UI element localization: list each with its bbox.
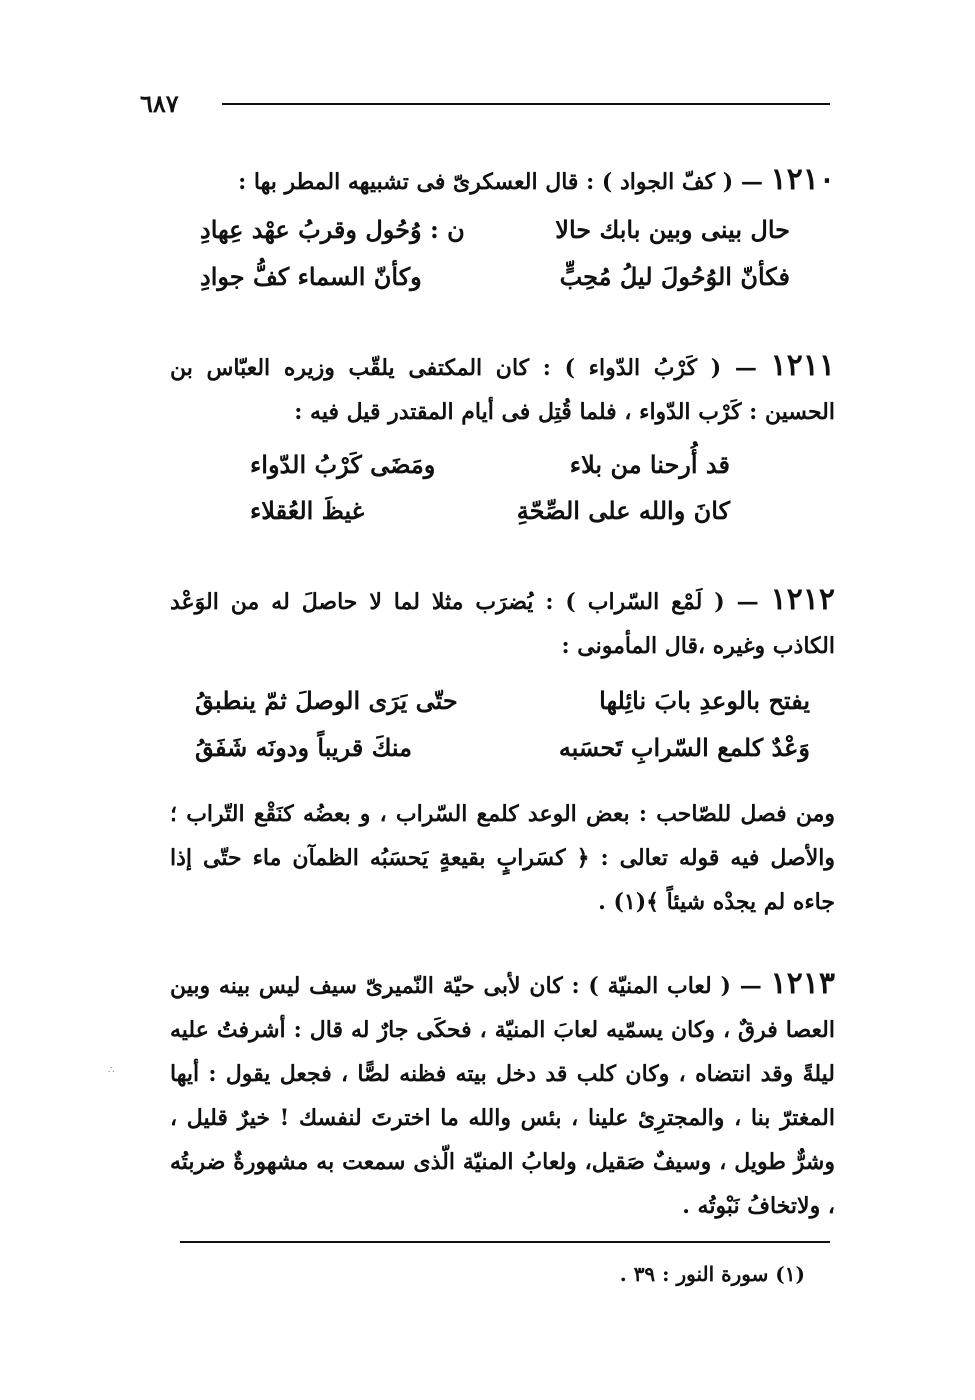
verse-1210-2 — [200, 262, 790, 291]
verse-first-hemistich: فكأنّ الوُحُولَ ليلُ مُحِبٍّ — [559, 262, 790, 291]
entry-number: ١٢١٢ — [770, 582, 835, 617]
page-number: ٦٨٧ — [140, 89, 179, 118]
verse-1212-1 — [195, 686, 810, 715]
verse-second-hemistich: منكَ قريباً ودونَه شَفَقُ — [195, 733, 413, 762]
verse-1211-2 — [250, 496, 730, 525]
entry-number: ١٢١١ — [770, 348, 835, 383]
entry-heading-text: — ( لَمْع السّراب ) : يُضرَب مثلا لما لا حاصلَ له من الوَعْد الكاذب وغيره ،قال المأمونى : — [170, 589, 835, 659]
header-rule — [222, 103, 830, 105]
entry-1210-heading — [170, 158, 835, 204]
entry-1213-paragraph — [170, 962, 835, 1228]
entry-1212-paragraph: ومن فصل للصّاحب : بعض الوعد كلمع السّراب ، و بعضُه كنَقْع التّراب ؛ والأصل فيه قوله تعالى : ﴿ كسَرابٍ بقيعةٍ يَحسَبُه الظمآن ماء حتّى إذا جاءه لم يجدْه شيئاً ﴾(١) . — [170, 801, 835, 915]
entry-heading-text: — ( كَرْبُ الدّواء ) : كان المكتفى يلقّب وزيره العبّاس بن الحسين : كَرْب الدّواء ، فلما قُتِل فى أيام المقتدر قيل فيه : — [170, 355, 835, 425]
verse-first-hemistich: قد أُرحنا من بلاء — [569, 450, 730, 479]
scan-speck: ∴ — [108, 1065, 115, 1076]
verse-second-hemistich: وكأنّ السماء كفُّ جوادِ — [200, 262, 422, 291]
verse-first-hemistich: كانَ والله على الصِّحّةِ — [516, 496, 730, 525]
verse-1210-1 — [200, 215, 790, 244]
entry-number: ١٢١٠ — [770, 162, 835, 197]
footnote-rule — [180, 1241, 830, 1243]
footnote: (١) سورة النور : ٣٩ . — [619, 1262, 805, 1286]
page-header — [140, 89, 830, 118]
verse-first-hemistich: وَعْدٌ كلمع السّرابِ تَحسَبه — [558, 733, 810, 762]
entry-1211-heading — [170, 344, 835, 434]
verse-second-hemistich: غيظَ العُقلاء — [250, 496, 365, 525]
verse-second-hemistich: ومَضَى كَرْبُ الدّواء — [250, 450, 436, 479]
verse-first-hemistich: حال بينى وبين بابك حالا — [555, 215, 790, 244]
verse-1212-2 — [195, 733, 810, 762]
entry-1212-heading — [170, 578, 835, 668]
entry-heading-text: — ( لعاب المنيّة ) : كان لأبى حيّة النّميرىّ سيف ليس بينه وبين العصا فرقٌ ، وكان يسمّيه لعابَ المنيّة ، فحكَى جارٌ له قال : أشرفتُ عليه ليلةً وقد انتضاه ، وكان كلب قد دخل بيته فظنه لصًّا ، فجعل يقول : أيها المغترّ بنا ، والمجترِئ علينا ، بئس والله ما اخترتَ لنفسك ! خيرٌ قليل ، وشرٌّ طويل ، وسيفٌ صَقيل، ولعابُ المنيّة الّذى سمعت به مشهورةٌ ضربتُه ، ولاتخافُ نَبْوتُه . — [170, 973, 835, 1219]
verse-first-hemistich: يفتح بالوعدِ بابَ نائِلها — [599, 686, 810, 715]
entry-number: ١٢١٣ — [770, 966, 835, 1001]
verse-1211-1 — [250, 450, 730, 479]
verse-second-hemistich: ن : وُحُول وقربُ عهْد عِهادِ — [200, 215, 465, 244]
entry-heading-text: — ( كفّ الجواد ) : قال العسكرىّ فى تشبيهه المطر بها : — [238, 169, 763, 195]
verse-second-hemistich: حتّى يَرَى الوصلَ ثمّ ينطبقُ — [195, 686, 458, 715]
